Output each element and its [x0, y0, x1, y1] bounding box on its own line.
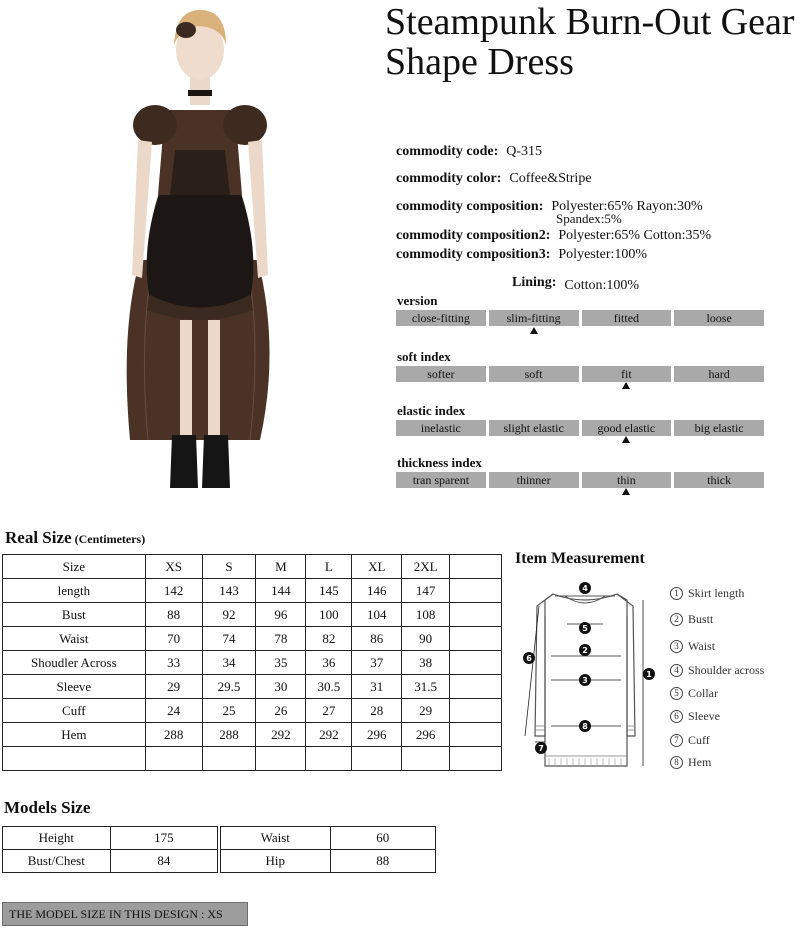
selected-marker: [622, 488, 630, 495]
size-header-cell: 2XL: [402, 555, 450, 579]
size-cell: 74: [202, 627, 256, 651]
size-cell: 37: [352, 651, 402, 675]
measurement-label: Shoulder across: [688, 663, 765, 677]
attr-value: Polyester:100%: [558, 247, 648, 262]
svg-text:8: 8: [582, 722, 588, 731]
measurement-label: Bustt: [688, 612, 714, 626]
size-cell: 288: [202, 723, 256, 747]
size-cell: 29.5: [202, 675, 256, 699]
size-cell: 35: [256, 651, 306, 675]
measurement-number: 3: [670, 640, 683, 653]
size-cell: [256, 747, 306, 771]
garment-diagram: [515, 576, 665, 776]
size-cell: 86: [352, 627, 402, 651]
size-cell: 27: [306, 699, 352, 723]
size-cell: [352, 747, 402, 771]
size-cell: 292: [306, 723, 352, 747]
size-header-row: [3, 555, 502, 579]
size-cell: 24: [145, 699, 202, 723]
measurement-item: [670, 755, 711, 770]
size-cell: 288: [145, 723, 202, 747]
attr-label: commodity color:: [396, 171, 502, 186]
attr-composition2: [396, 228, 711, 244]
size-cell: 147: [402, 579, 450, 603]
size-header-cell: S: [202, 555, 256, 579]
attr-label: commodity composition3:: [396, 247, 551, 262]
table-row: [3, 747, 502, 771]
size-header-cell: Size: [3, 555, 146, 579]
size-cell: [202, 747, 256, 771]
size-cell: Sleeve: [3, 675, 146, 699]
selected-marker: [622, 436, 630, 443]
model-measure-label: Height: [3, 827, 111, 850]
size-cell: Cuff: [3, 699, 146, 723]
size-cell: [450, 699, 502, 723]
size-cell: 30.5: [306, 675, 352, 699]
measurement-number: 2: [670, 613, 683, 626]
measurement-number: 1: [670, 587, 683, 600]
measurement-item: [670, 586, 744, 601]
size-cell: 78: [256, 627, 306, 651]
size-cell: 96: [256, 603, 306, 627]
size-cell: 82: [306, 627, 352, 651]
table-row: [3, 827, 218, 850]
svg-text:7: 7: [538, 744, 544, 753]
table-row: [3, 850, 218, 873]
measurement-item: [670, 639, 715, 654]
scale-title-thickness: thickness index: [397, 455, 482, 470]
model-measure-label: Bust/Chest: [3, 850, 111, 873]
model-measure-value: 60: [330, 827, 435, 850]
size-cell: 34: [202, 651, 256, 675]
models-size-table-left: [2, 826, 218, 873]
size-cell: 70: [145, 627, 202, 651]
models-size-title: Models Size: [4, 798, 91, 817]
size-cell: Bust: [3, 603, 146, 627]
size-cell: [402, 747, 450, 771]
scale-option: big elastic: [674, 420, 764, 436]
size-cell: [450, 747, 502, 771]
scale-option: softer: [396, 366, 486, 382]
measurement-label: Waist: [688, 639, 716, 653]
size-header-cell: XS: [145, 555, 202, 579]
size-cell: 104: [352, 603, 402, 627]
models-size-table-right: [220, 826, 436, 873]
svg-text:6: 6: [526, 654, 532, 663]
size-table: [2, 554, 502, 771]
scale-option: slight elastic: [489, 420, 579, 436]
measurement-item: [670, 612, 713, 627]
size-cell: 33: [145, 651, 202, 675]
size-cell: 31.5: [402, 675, 450, 699]
scale-soft: [396, 366, 764, 382]
attr-value: Polyester:65% Cotton:35%: [558, 228, 712, 243]
selected-marker: [530, 327, 538, 334]
measurement-number: 7: [670, 734, 683, 747]
size-header-cell: L: [306, 555, 352, 579]
size-cell: 25: [202, 699, 256, 723]
model-measure-value: 84: [110, 850, 217, 873]
measurement-number: 5: [670, 687, 683, 700]
size-header-cell: [450, 555, 502, 579]
measurement-label: Collar: [688, 686, 718, 700]
size-cell: 292: [256, 723, 306, 747]
table-row: [3, 723, 502, 747]
size-cell: 92: [202, 603, 256, 627]
size-cell: 29: [145, 675, 202, 699]
scale-option: fitted: [582, 310, 672, 326]
scale-option: loose: [674, 310, 764, 326]
scale-option: fit: [582, 366, 672, 382]
measurement-item: [670, 733, 710, 748]
scale-option: slim-fitting: [489, 310, 579, 326]
attr-value: Q-315: [506, 144, 543, 159]
size-cell: 146: [352, 579, 402, 603]
size-cell: [3, 747, 146, 771]
size-cell: 90: [402, 627, 450, 651]
table-row: [221, 850, 436, 873]
measurement-label: Cuff: [688, 733, 710, 747]
size-cell: 28: [352, 699, 402, 723]
size-cell: 31: [352, 675, 402, 699]
size-cell: [450, 723, 502, 747]
attr-lining: [512, 275, 639, 291]
scale-option: thinner: [489, 472, 579, 488]
svg-text:1: 1: [646, 670, 652, 679]
model-photo: [110, 0, 290, 500]
scale-elastic: [396, 420, 764, 436]
scale-title-soft: soft index: [397, 349, 451, 364]
size-cell: 142: [145, 579, 202, 603]
size-cell: [450, 627, 502, 651]
measurement-number: 8: [670, 756, 683, 769]
size-cell: 144: [256, 579, 306, 603]
selected-marker: [622, 382, 630, 389]
scale-option: hard: [674, 366, 764, 382]
product-title: Steampunk Burn-Out Gear Shape Dress: [385, 1, 795, 83]
attr-label: commodity code:: [396, 144, 499, 159]
table-row: [3, 627, 502, 651]
size-cell: 36: [306, 651, 352, 675]
size-header-cell: XL: [352, 555, 402, 579]
size-cell: 296: [402, 723, 450, 747]
size-cell: 296: [352, 723, 402, 747]
size-cell: 100: [306, 603, 352, 627]
measurement-item: [670, 709, 720, 724]
size-cell: 38: [402, 651, 450, 675]
size-cell: 108: [402, 603, 450, 627]
attr-composition3: [396, 247, 647, 263]
attr-value: Polyester:65% Rayon:30%: [551, 199, 703, 214]
svg-text:2: 2: [582, 646, 588, 655]
model-measure-label: Hip: [221, 850, 331, 873]
scale-option: soft: [489, 366, 579, 382]
table-row: [3, 579, 502, 603]
size-cell: 88: [145, 603, 202, 627]
scale-option: thick: [674, 472, 764, 488]
size-cell: [450, 603, 502, 627]
scale-version: [396, 310, 764, 326]
model-measure-label: Waist: [221, 827, 331, 850]
scale-option: inelastic: [396, 420, 486, 436]
size-cell: length: [3, 579, 146, 603]
table-row: [3, 699, 502, 723]
attr-label: commodity composition:: [396, 199, 544, 214]
table-row: [221, 827, 436, 850]
scale-option: tran sparent: [396, 472, 486, 488]
real-size-unit: (Centimeters): [74, 532, 146, 546]
measurement-label: Sleeve: [688, 709, 720, 723]
measurement-title: Item Measurement: [515, 550, 645, 567]
size-cell: Hem: [3, 723, 146, 747]
svg-text:3: 3: [582, 676, 588, 685]
measurement-label: Skirt length: [688, 586, 745, 600]
scale-option: thin: [582, 472, 672, 488]
size-cell: Shoudler Across: [3, 651, 146, 675]
size-cell: [450, 651, 502, 675]
svg-text:4: 4: [582, 584, 588, 593]
scale-option: good elastic: [582, 420, 672, 436]
scale-option: close-fitting: [396, 310, 486, 326]
size-cell: [306, 747, 352, 771]
size-cell: Waist: [3, 627, 146, 651]
attr-commodity-code: [396, 144, 542, 160]
attr-composition: [396, 199, 703, 215]
measurement-item: [670, 663, 764, 678]
table-row: [3, 651, 502, 675]
model-size-note: THE MODEL SIZE IN THIS DESIGN : XS: [2, 902, 248, 926]
scale-title-version: version: [397, 293, 438, 308]
measurement-label: Hem: [688, 755, 712, 769]
table-row: [3, 675, 502, 699]
attr-value: Cotton:100%: [564, 278, 640, 293]
svg-text:5: 5: [582, 624, 588, 633]
size-cell: [145, 747, 202, 771]
size-cell: 29: [402, 699, 450, 723]
measurement-number: 4: [670, 664, 683, 677]
attr-value: Coffee&Stripe: [509, 171, 592, 186]
real-size-title: [5, 528, 145, 548]
size-cell: [450, 579, 502, 603]
model-measure-value: 88: [330, 850, 435, 873]
measurement-item: [670, 686, 718, 701]
scale-title-elastic: elastic index: [397, 403, 466, 418]
scale-thickness: [396, 472, 764, 488]
measurement-number: 6: [670, 710, 683, 723]
size-header-cell: M: [256, 555, 306, 579]
size-cell: 26: [256, 699, 306, 723]
real-size-heading: Real Size: [5, 528, 72, 547]
size-cell: 145: [306, 579, 352, 603]
attr-commodity-color: [396, 171, 592, 187]
size-cell: 143: [202, 579, 256, 603]
attr-label: commodity composition2:: [396, 228, 551, 243]
size-cell: 30: [256, 675, 306, 699]
attr-label: Lining:: [512, 275, 557, 290]
size-cell: [450, 675, 502, 699]
model-measure-value: 175: [110, 827, 217, 850]
table-row: [3, 603, 502, 627]
attr-composition-cont: Spandex:5%: [556, 211, 622, 226]
